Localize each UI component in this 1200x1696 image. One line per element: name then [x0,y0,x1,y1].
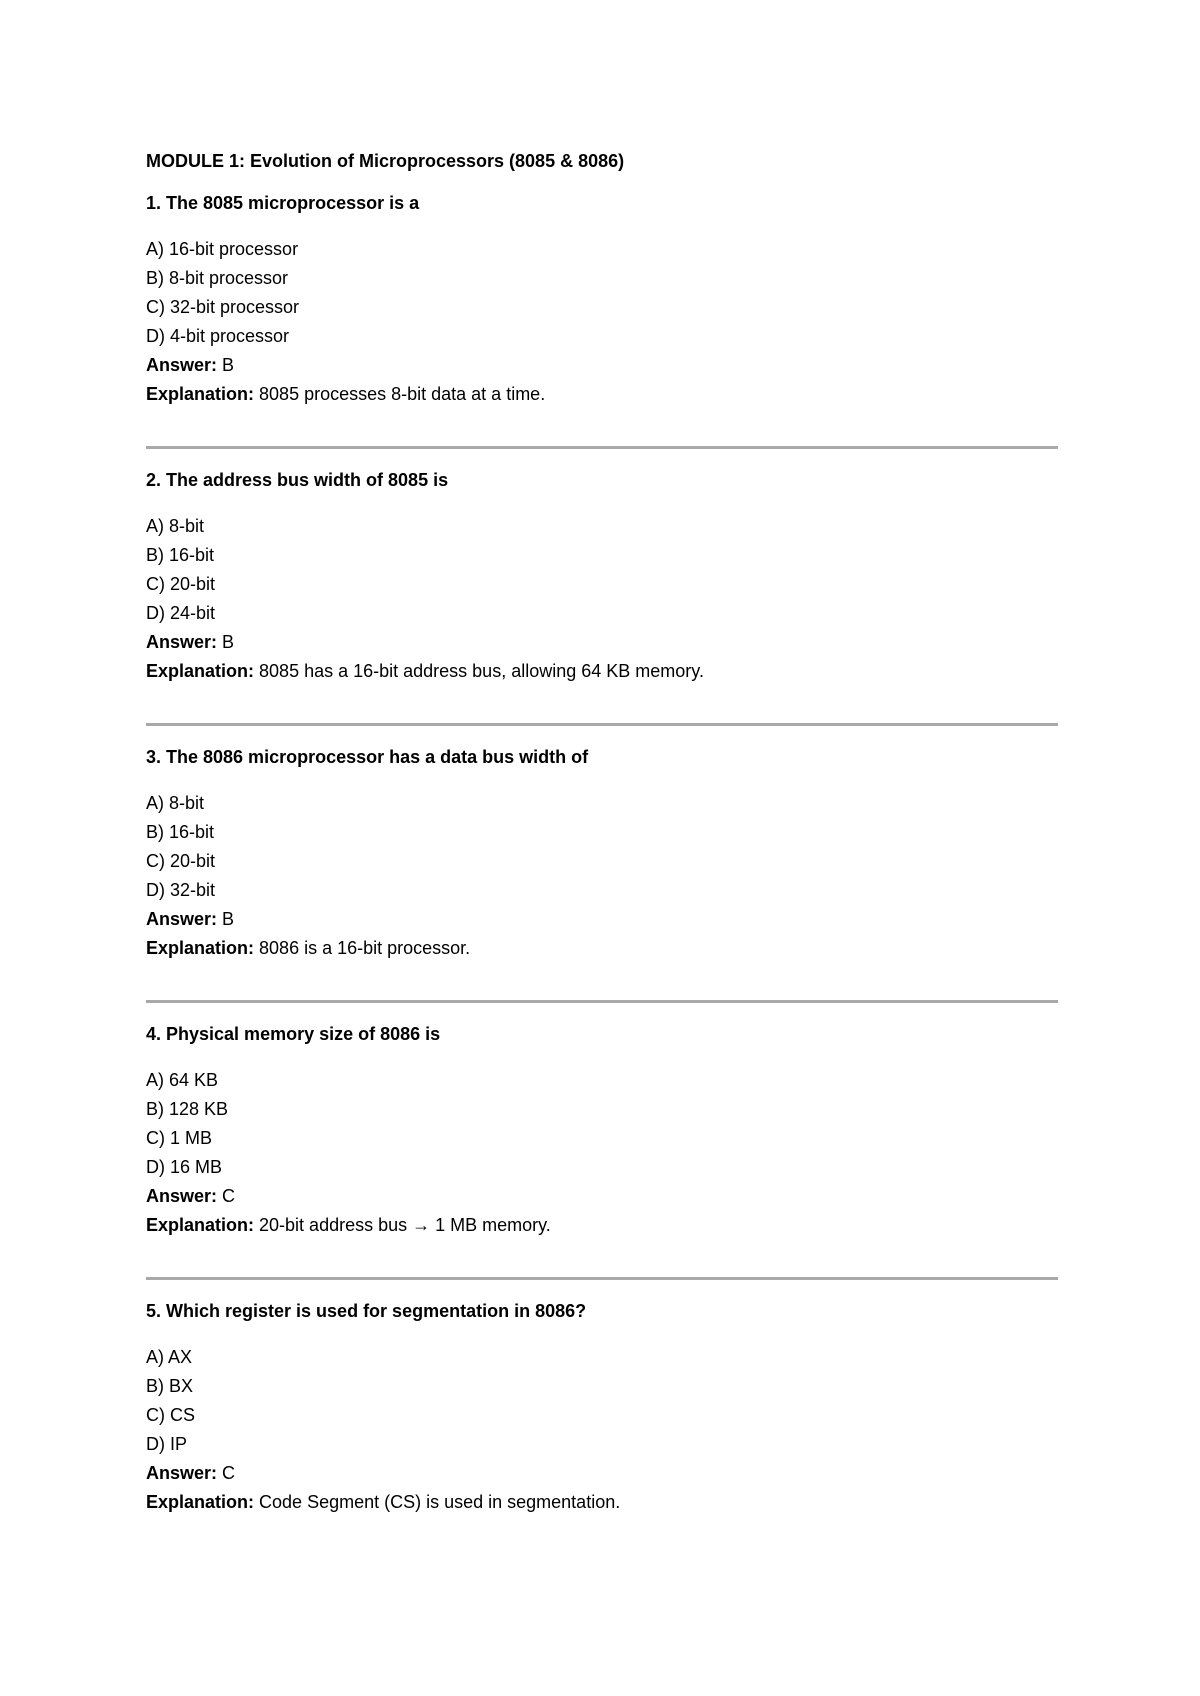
option-a: A) 8-bit [146,516,205,536]
option-c: C) 1 MB [146,1128,213,1148]
question-title: 3. The 8086 microprocessor has a data bus width of [146,747,589,767]
answer-label: Answer: [146,632,218,652]
question-block [146,746,1058,959]
question-block [146,1023,1058,1236]
option-b: B) BX [146,1376,194,1396]
explanation-label: Explanation: [146,938,255,958]
explanation-text: 8085 has a 16-bit address bus, allowing 64 KB memory. [259,661,704,681]
explanation-text: 20-bit address bus → 1 MB memory. [259,1215,551,1235]
explanation-label: Explanation: [146,1492,255,1512]
explanation-line [146,1491,1058,1513]
section-divider [146,723,1058,726]
answer-value: B [222,909,235,929]
option-b: B) 8-bit processor [146,268,289,288]
question-title: 4. Physical memory size of 8086 is [146,1024,441,1044]
question-block [146,469,1058,682]
option-d: D) 4-bit processor [146,326,290,346]
section-divider [146,1277,1058,1280]
explanation-text: Code Segment (CS) is used in segmentation. [259,1492,621,1512]
explanation-line [146,937,1058,959]
option-d: D) 16 MB [146,1157,223,1177]
option-c: C) 20-bit [146,574,216,594]
answer-label: Answer: [146,355,218,375]
option-a: A) 16-bit processor [146,239,299,259]
answer-value: C [222,1186,236,1206]
answer-label: Answer: [146,909,218,929]
question-title: 1. The 8085 microprocessor is a [146,193,420,213]
question-title: 2. The address bus width of 8085 is [146,470,449,490]
module-title: MODULE 1: Evolution of Microprocessors (8085 & 8086) [146,151,625,171]
question-block [146,1300,1058,1513]
explanation-line [146,1214,1058,1236]
question-title: 5. Which register is used for segmentation in 8086? [146,1301,587,1321]
option-c: C) 20-bit [146,851,216,871]
option-d: D) IP [146,1434,188,1454]
section-divider [146,1000,1058,1003]
explanation-text: 8085 processes 8-bit data at a time. [259,384,546,404]
answer-value: B [222,632,235,652]
answer-line [146,354,1058,376]
option-d: D) 24-bit [146,603,216,623]
explanation-line [146,383,1058,405]
answer-line [146,1462,1058,1484]
option-b: B) 128 KB [146,1099,229,1119]
question-block [146,192,1058,405]
option-b: B) 16-bit [146,545,215,565]
answer-line [146,1185,1058,1207]
answer-line [146,631,1058,653]
explanation-line [146,660,1058,682]
section-divider [146,446,1058,449]
option-a: A) 8-bit [146,793,205,813]
answer-line [146,908,1058,930]
answer-label: Answer: [146,1186,218,1206]
option-d: D) 32-bit [146,880,216,900]
explanation-text: 8086 is a 16-bit processor. [259,938,471,958]
option-b: B) 16-bit [146,822,215,842]
answer-label: Answer: [146,1463,218,1483]
explanation-label: Explanation: [146,384,255,404]
option-a: A) AX [146,1347,193,1367]
answer-value: C [222,1463,236,1483]
document-content [146,150,1058,1520]
option-c: C) 32-bit processor [146,297,300,317]
option-c: C) CS [146,1405,195,1425]
option-a: A) 64 KB [146,1070,219,1090]
explanation-label: Explanation: [146,1215,255,1235]
answer-value: B [222,355,235,375]
explanation-label: Explanation: [146,661,255,681]
